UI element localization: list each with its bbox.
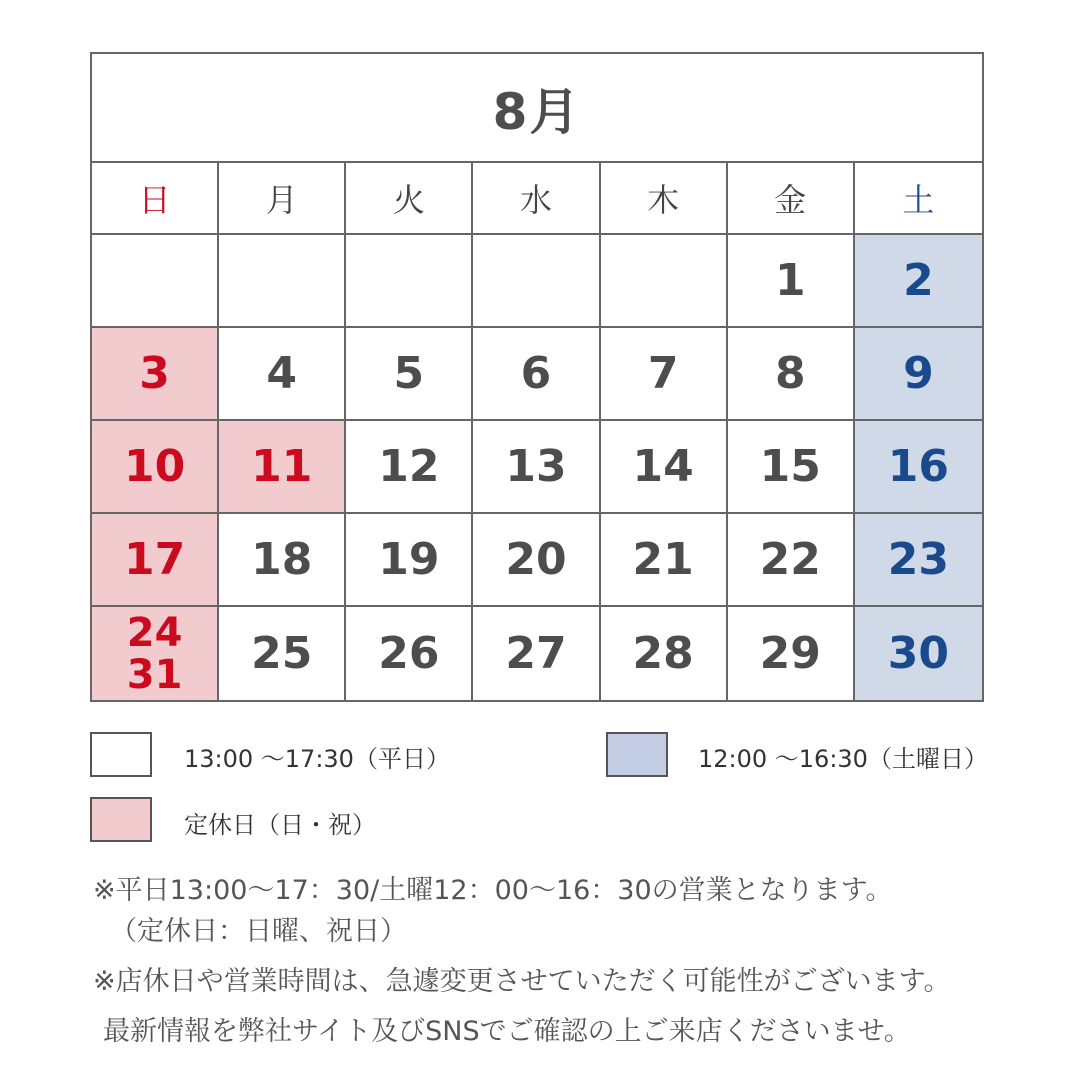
- calendar-day: 26: [346, 607, 473, 700]
- legend-closed-days: 定休日（日・祝）: [184, 811, 376, 839]
- weekday-header: 水: [473, 163, 600, 235]
- calendar-day: 25: [219, 607, 346, 700]
- legend-swatch-weekday: [90, 732, 152, 777]
- calendar-day: 3: [92, 328, 219, 421]
- calendar-empty-cell: [601, 235, 728, 328]
- calendar-day: 23: [855, 514, 982, 607]
- calendar-day: 6: [473, 328, 600, 421]
- calendar-day: 10: [92, 421, 219, 514]
- calendar-day-number: 31: [126, 651, 183, 698]
- calendar-day: 5: [346, 328, 473, 421]
- calendar-day: 28: [601, 607, 728, 700]
- weekday-header: 月: [219, 163, 346, 235]
- calendar-day: 2: [855, 235, 982, 328]
- calendar-day: 4: [219, 328, 346, 421]
- calendar-day: 27: [473, 607, 600, 700]
- calendar-empty-cell: [92, 235, 219, 328]
- weekday-header: 火: [346, 163, 473, 235]
- calendar-day: 7: [601, 328, 728, 421]
- weekday-header: 木: [601, 163, 728, 235]
- legend-swatch-saturday: [606, 732, 668, 777]
- calendar-day: 8: [728, 328, 855, 421]
- calendar-day: 16: [855, 421, 982, 514]
- month-title: 8月: [92, 54, 982, 163]
- calendar-day: 9: [855, 328, 982, 421]
- note-hours: ※平日13:00～17：30/土曜12：00～16：30の営業となります。: [93, 875, 893, 906]
- weekday-header: 日: [92, 163, 219, 235]
- calendar-day: 29: [728, 607, 855, 700]
- calendar-day: 12: [346, 421, 473, 514]
- calendar-day: 15: [728, 421, 855, 514]
- legend-weekday-hours: 13:00 ～17:30（平日）: [184, 745, 450, 773]
- calendar-day: 11: [219, 421, 346, 514]
- weekday-header: 金: [728, 163, 855, 235]
- calendar-day: 22: [728, 514, 855, 607]
- calendar-grid: [92, 163, 982, 700]
- calendar-day: 21: [601, 514, 728, 607]
- weekday-header: 土: [855, 163, 982, 235]
- calendar-day: 1: [728, 235, 855, 328]
- calendar-day: 14: [601, 421, 728, 514]
- legend-swatch-closed: [90, 797, 152, 842]
- note-change-warning: ※店休日や営業時間は、急遽変更させていただく可能性がございます。: [93, 966, 951, 997]
- calendar-day: 18: [219, 514, 346, 607]
- calendar-day: [92, 607, 219, 700]
- calendar-day: 20: [473, 514, 600, 607]
- note-confirm-info: 最新情報を弊社サイト及びSNSでご確認の上ご来店くださいませ。: [103, 1016, 911, 1047]
- calendar-empty-cell: [219, 235, 346, 328]
- note-closed-days: （定休日：日曜、祝日）: [110, 916, 407, 947]
- calendar-day-number: 24: [126, 609, 183, 656]
- calendar-day: 13: [473, 421, 600, 514]
- calendar: [90, 52, 984, 702]
- calendar-empty-cell: [346, 235, 473, 328]
- calendar-day: 30: [855, 607, 982, 700]
- calendar-day: 17: [92, 514, 219, 607]
- calendar-empty-cell: [473, 235, 600, 328]
- calendar-day: 19: [346, 514, 473, 607]
- legend-saturday-hours: 12:00 ～16:30（土曜日）: [698, 745, 988, 773]
